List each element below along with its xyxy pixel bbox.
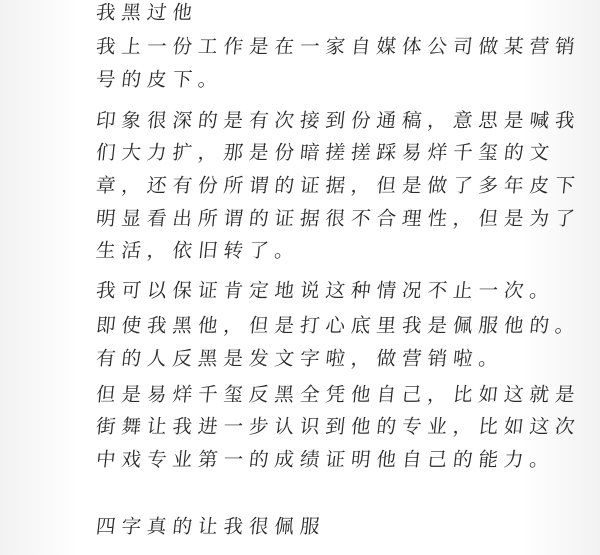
note-line-7: 生活，依旧转了。 [94,239,302,262]
note-line-13: 中戏专业第一的成绩证明他自己的能力。 [94,448,557,471]
note-line-5: 章，还有份所谓的证据，但是做了多年皮下 [94,174,582,197]
note-line-6: 明显看出所谓的证据很不合理性，但是为了 [94,207,582,230]
note-title: 我黑过他 [94,1,200,24]
note-line-9: 即使我黑他，但是打心底里我是佩服他的。 [94,314,582,337]
note-line-2: 号的皮下。 [94,68,225,91]
note-line-10: 有的人反黑是发文字啦，做营销啦。 [94,347,506,370]
note-line-8: 我可以保证肯定地说这种情况不止一次。 [94,279,557,302]
note-line-12: 街舞让我进一步认识到他的专业，比如这次 [94,415,582,438]
note-line-3: 印象很深的是有次接到份通稿，意思是喊我 [94,109,582,132]
note-line-4: 们大力扩，那是份暗搓搓踩易烊千玺的文 [94,141,557,164]
note-line-1: 我上一份工作是在一家自媒体公司做某营销 [94,35,582,58]
note-closing-line: 四字真的让我很佩服 [94,515,327,538]
note-line-11: 但是易烊千玺反黑全凭他自己，比如这就是 [94,383,582,406]
